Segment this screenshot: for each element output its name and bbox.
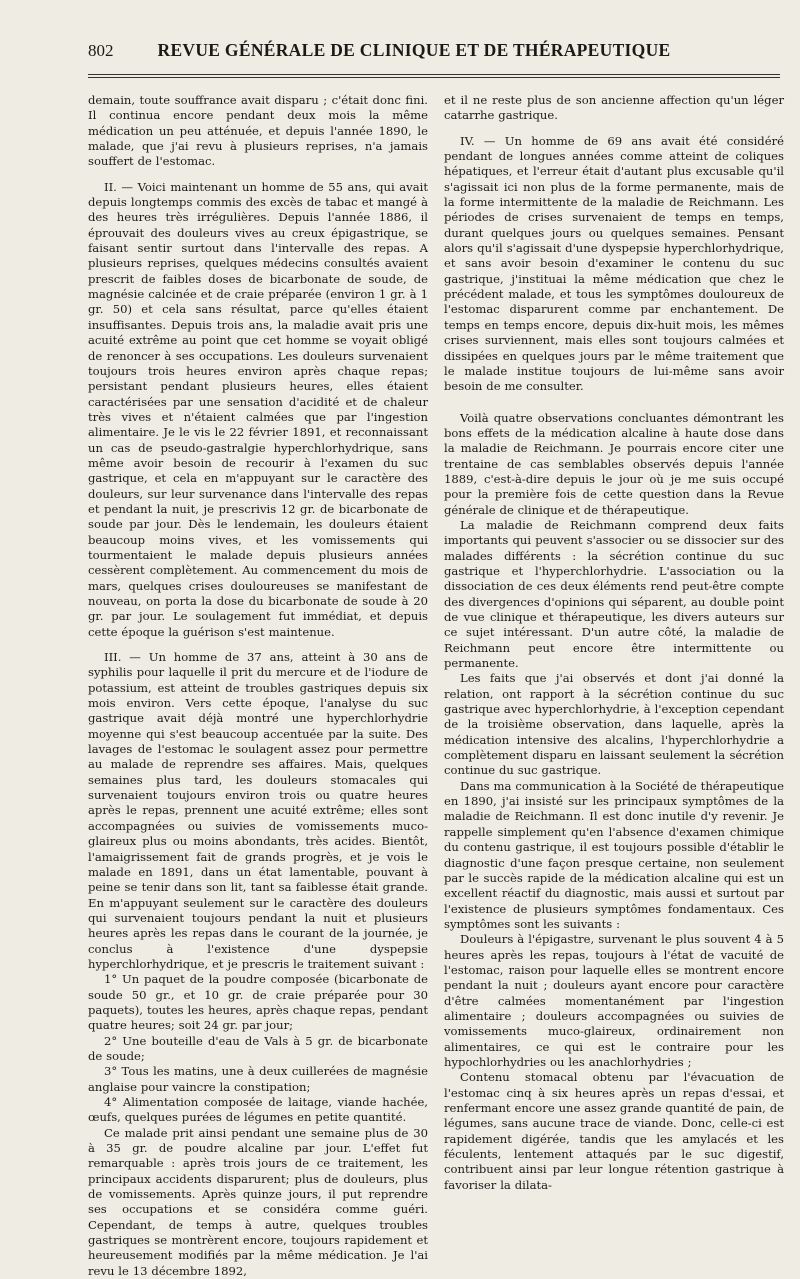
paragraph: demain, toute souffrance avait disparu ; c'était donc fini. Il continua encore pendant deux mois la même médication un peu atténuée, et depuis l'année 1890, le malade, que j'ai revu à plusieurs reprises, n'a jamais souffert de l'estomac. xyxy=(88,93,428,169)
list-item: 4° Alimentation composée de laitage, viande hachée, œufs, quelques purées de légumes en petite quantité. xyxy=(88,1095,428,1125)
paragraph: Contenu stomacal obtenu par l'évacuation de l'estomac cinq à six heures après un repas d'essai, et renfermant encore une assez grande quantité de pain, de légumes, sans aucune trace de viande. Donc, celle-ci est rapidement digérée, tandis que les amylacés et les féculents, lentement attaqués par le suc digestif, contribuent ainsi par leur longue rétention gastrique à favoriser la dilata- xyxy=(444,1070,784,1192)
list-item: 2° Une bouteille d'eau de Vals à 5 gr. de bicarbonate de soude; xyxy=(88,1033,428,1063)
page-number: 802 xyxy=(88,41,114,60)
paragraph: Voilà quatre observations concluantes démontrant les bons effets de la médication alcaline à haute dose dans la maladie de Reichmann. Je pourrais encore citer une trentaine de cas semblables observés depuis l'année 1889, c'est-à-dire depuis le jour où je me suis occupé pour la première fois de cette question dans la Revue générale de clinique et de thérapeutique. xyxy=(444,410,784,517)
left-column xyxy=(88,93,428,1279)
paragraph-observation-2: II. — Voici maintenant un homme de 55 ans, qui avait depuis longtemps commis des excès de tabac et mangé à des heures très irrégulières. Depuis l'année 1886, il éprouvait des douleurs vives au creux épigastrique, se faisant sentir surtout dans l'intervalle des repas. A plusieurs reprises, quelques médecins consultés avaient prescrit de faibles doses de bicarbonate de soude, de magnésie calcinée et de craie préparée (environ 1 gr. à 1 gr. 50) et cela sans résultat, parce qu'elles étaient insuffisantes. Depuis trois ans, la maladie avait pris une acuité extrême au point que cet homme se voyait obligé de renoncer à ses occupations. Les douleurs survenaient toujours trois heures environ après chaque repas; persistant pendant plusieurs heures, elles étaient caractérisées par une sensation d'acidité et de chaleur très vives et n'étaient calmées que par l'ingestion alimentaire. Je le vis le 22 février 1891, et reconnaissant un cas de pseudo-gastralgie hyperchlorhydrique, sans même avoir besoin de recourir à l'examen du suc gastrique, et cela en m'appuyant sur le caractère des douleurs, sur leur survenance dans l'intervalle des repas et pendant la nuit, je prescrivis 12 gr. de bicarbonate de soude par jour. Dès le lendemain, les douleurs étaient beaucoup moins vives, et les vomissements qui tourmentaient le malade depuis plusieurs années cessèrent complètement. Au commencement du mois de mars, quelques crises douloureuses se manifestant de nouveau, on porta la dose du bicarbonate de soude à 20 gr. par jour. Le soulagement fut immédiat, et depuis cette époque la guérison s'est maintenue. xyxy=(88,179,428,639)
list-item: 1° Un paquet de la poudre composée (bicarbonate de soude 50 gr., et 10 gr. de craie préparée pour 30 paquets), toutes les heures, après chaque repas, pendant quatre heures; soit 24 gr. par jour; xyxy=(88,972,428,1033)
header-rule xyxy=(88,74,780,75)
paragraph-observation-3: III. — Un homme de 37 ans, atteint à 30 ans de syphilis pour laquelle il prit du mercure et de l'iodure de potassium, est atteint de troubles gastriques depuis six mois environ. Vers cette époque, l'analyse du suc gastrique avait déjà montré une hyperchlorhydrie moyenne qui s'est beaucoup accentuée par la suite. Des lavages de l'estomac le soulagent assez pour permettre au malade de reprendre ses affaires. Mais, quelques semaines plus tard, les douleurs stomacales qui survenaient toujours environ trois ou quatre heures après le repas, prennent une acuité extrême; elles sont accompagnées ou suivies de vomissements muco-glaireux plus ou moins abondants, très acides. Bientôt, l'amaigrissement fait de grands progrès, et je vois le malade en 1891, dans un état lamentable, pouvant à peine se tenir dans son lit, tant sa faiblesse était grande. En m'appuyant seulement sur le caractère des douleurs qui survenaient toujours pendant la nuit et plusieurs heures après les repas dans le courant de la journée, je conclus à l'existence d'une dyspepsie hyperchlorhydrique, et je prescris le traitement suivant : xyxy=(88,650,428,971)
right-column xyxy=(444,93,784,1193)
paragraph-observation-4: IV. — Un homme de 69 ans avait été considéré pendant de longues années comme atteint de coliques hépatiques, et l'erreur était d'autant plus excusable qu'il s'agissait ici non plus de la forme permanente, mais de la forme intermittente de la maladie de Reichmann. Les périodes de crises survenaient de temps en temps, durant quelques jours ou quelques semaines. Pensant alors qu'il s'agissait d'une dyspepsie hyperchlorhydrique, et sans avoir besoin d'examiner le contenu du suc gastrique, j'instituai la même médication que chez le précédent malade, et tous les symptômes douloureux de l'estomac disparurent comme par enchantement. De temps en temps encore, depuis dix-huit mois, les mêmes crises surviennent, mais elles sont toujours calmées et dissipées en quelques jours par le même traitement que le malade institue toujours de lui-même sans avoir besoin de me consulter. xyxy=(444,133,784,394)
running-header xyxy=(88,40,780,70)
paragraph: La maladie de Reichmann comprend deux faits importants qui peuvent s'associer ou se dissocier sur des malades différents : la sécrétion continue du suc gastrique et l'hyperchlorhydrie. L'association ou la dissociation de ces deux éléments rend peut-être compte des divergences d'opinions qui séparent, au double point de vue clinique et thérapeutique, les divers auteurs sur ce sujet intéressant. D'un autre côté, la maladie de Reichmann peut encore être intermittente ou permanente. xyxy=(444,517,784,671)
list-item: 3° Tous les matins, une à deux cuillerées de magnésie anglaise pour vaincre la constipation; xyxy=(88,1064,428,1094)
paragraph: et il ne reste plus de son ancienne affection qu'un léger catarrhe gastrique. xyxy=(444,93,784,123)
header-rule-thin xyxy=(88,77,780,78)
paragraph: Ce malade prit ainsi pendant une semaine plus de 30 à 35 gr. de poudre alcaline par jour. L'effet fut remarquable : après trois jours de ce traitement, les principaux accidents disparurent; plus de douleurs, plus de vomissements. Après quinze jours, il put reprendre ses occupations et se considéra comme guéri. Cependant, de temps à autre, quelques troubles gastriques se montrèrent encore, toujours rapidement et heureusement modifiés par la même médication. Je l'ai revu le 13 décembre 1892, xyxy=(88,1125,428,1278)
paragraph: Douleurs à l'épigastre, survenant le plus souvent 4 à 5 heures après les repas, toujours à l'état de vacuité de l'estomac, raison pour laquelle elles se montrent encore pendant la nuit ; douleurs ayant encore pour caractère d'être calmées momentanément par l'ingestion alimentaire ; douleurs accompagnées ou suivies de vomissements muco-glaireux, ordinairement non alimentaires, ce qui est le contraire pour les hypochlorhydries ou les anachlorhydries ; xyxy=(444,932,784,1069)
journal-title: REVUE GÉNÉRALE DE CLINIQUE ET DE THÉRAPEUTIQUE xyxy=(157,40,671,60)
paragraph: Les faits que j'ai observés et dont j'ai donné la relation, ont rapport à la sécrétion continue du suc gastrique avec hyperchlorhydrie, à l'exception cependant de la troisième observation, dans laquelle, après la médication intensive des alcalins, l'hyperchlorhydrie a complètement disparu en laissant seulement la sécrétion continue du suc gastrique. xyxy=(444,671,784,778)
paragraph: Dans ma communication à la Société de thérapeutique en 1890, j'ai insisté sur les principaux symptômes de la maladie de Reichmann. Il est donc inutile d'y revenir. Je rappelle simplement qu'en l'absence d'examen chimique du contenu gastrique, il est toujours possible d'établir le diagnostic d'une façon presque certaine, non seulement par le succès rapide de la médication alcaline qui est un excellent réactif du diagnostic, mais aussi et surtout par l'existence de plusieurs symptômes fondamentaux. Ces symptômes sont les suivants : xyxy=(444,778,784,931)
